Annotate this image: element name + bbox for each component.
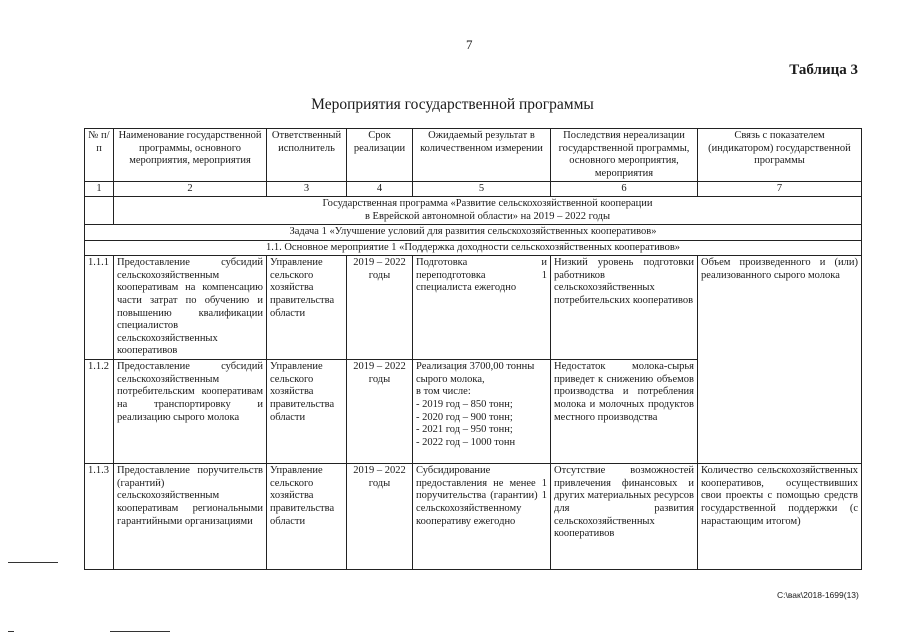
expected-result: Подготовка и переподготовка 1 специалиста ежегодно <box>413 256 551 360</box>
term: 2019 – 2022 годы <box>347 464 413 570</box>
result-line: Реализация 3700,00 тонны сырого молока, <box>416 361 535 385</box>
margin-mark <box>8 631 14 632</box>
indicator-link: Объем произведенного и (или) реализованного сырого молока <box>698 256 862 464</box>
activity-name: Предоставление субсидий сельскохозяйственным кооперативам на компенсацию части затрат по обучению и повышению квалификации специалистов сельскохозяйственных кооперативов <box>114 256 267 360</box>
row-number: 1.1.1 <box>85 256 114 360</box>
document-title: Мероприятия государственной программы <box>311 96 594 113</box>
result-line: - 2019 год – 850 тонн; <box>416 399 513 411</box>
program-title-line: Государственная программа «Развитие сельскохозяйственной кооперации <box>322 197 653 209</box>
header-cell-term: Срок реализации <box>347 129 413 182</box>
executor: Управление сельского хозяйства правительства области <box>267 256 347 360</box>
empty-cell <box>85 196 114 224</box>
consequence: Отсутствие возможностей привлечения финансовых и других материальных ресурсов для развития сельскохозяйственных кооперативов <box>551 464 698 570</box>
indicator-link: Количество сельскохозяйственных кооперативов, осуществивших свои проекты с помощью средств государственной поддержки (с нарастающим итогом) <box>698 464 862 570</box>
expected-result: Субсидирование предоставления не менее 1 поручительства (гарантии) 1 сельскохозяйственному кооперативу ежегодно <box>413 464 551 570</box>
page-number: 7 <box>466 37 473 52</box>
measures-table <box>84 128 862 570</box>
consequence: Низкий уровень подготовки работников сельскохозяйственных потребительских кооперативов <box>551 256 698 360</box>
column-number: 7 <box>698 182 862 197</box>
table-label: Таблица 3 <box>789 62 858 78</box>
margin-mark <box>110 631 170 632</box>
row-number: 1.1.2 <box>85 360 114 464</box>
result-line: - 2020 год – 900 тонн; <box>416 411 513 423</box>
column-number: 5 <box>413 182 551 197</box>
program-title-line: в Еврейской автономной области» на 2019 – 2022 годы <box>364 210 611 222</box>
activity-name: Предоставление поручительств (гарантий) сельскохозяйственным кооперативам региональными гарантийными организациями <box>114 464 267 570</box>
column-number: 6 <box>551 182 698 197</box>
document-code: С:\вак\2018-1699(13) <box>777 590 859 600</box>
term: 2019 – 2022 годы <box>347 256 413 360</box>
table-row <box>85 256 862 360</box>
header-cell-name: Наименование государственной программы, основного мероприятия, мероприятия <box>114 129 267 182</box>
header-cell-executor: Ответственный исполнитель <box>267 129 347 182</box>
column-number: 3 <box>267 182 347 197</box>
program-title-cell <box>114 196 862 224</box>
header-row <box>85 129 862 182</box>
result-line: - 2021 год – 950 тонн; <box>416 424 513 436</box>
header-cell-indicator: Связь с показателем (индикатором) государственной программы <box>698 129 862 182</box>
consequence: Недостаток молока-сырья приведет к снижению объемов производства и потребления молока и молочных продуктов местного производства <box>551 360 698 464</box>
activity-name: Предоставление субсидий сельскохозяйственным потребительским кооперативам на транспортировку и реализацию сырого молока <box>114 360 267 464</box>
term: 2019 – 2022 годы <box>347 360 413 464</box>
expected-result <box>413 360 551 464</box>
margin-mark <box>8 562 58 563</box>
column-number: 4 <box>347 182 413 197</box>
column-number-row <box>85 182 862 197</box>
result-line: - 2022 год – 1000 тонн <box>416 436 516 448</box>
executor: Управление сельского хозяйства правительства области <box>267 464 347 570</box>
header-cell-result: Ожидаемый результат в количественном измерении <box>413 129 551 182</box>
header-cell-consequence: Последствия нереализации государственной программы, основного мероприятия, мероприятия <box>551 129 698 182</box>
program-row <box>85 196 862 224</box>
column-number: 2 <box>114 182 267 197</box>
task-row <box>85 225 862 241</box>
main-activity-cell: 1.1. Основное мероприятие 1 «Поддержка доходности сельскохозяйственных кооперативов» <box>85 240 862 256</box>
main-activity-row <box>85 240 862 256</box>
table-row <box>85 464 862 570</box>
header-cell-num: № п/п <box>85 129 114 182</box>
task-cell: Задача 1 «Улучшение условий для развития сельскохозяйственных кооперативов» <box>85 225 862 241</box>
column-number: 1 <box>85 182 114 197</box>
result-line: в том числе: <box>416 386 471 398</box>
row-number: 1.1.3 <box>85 464 114 570</box>
executor: Управление сельского хозяйства правительства области <box>267 360 347 464</box>
